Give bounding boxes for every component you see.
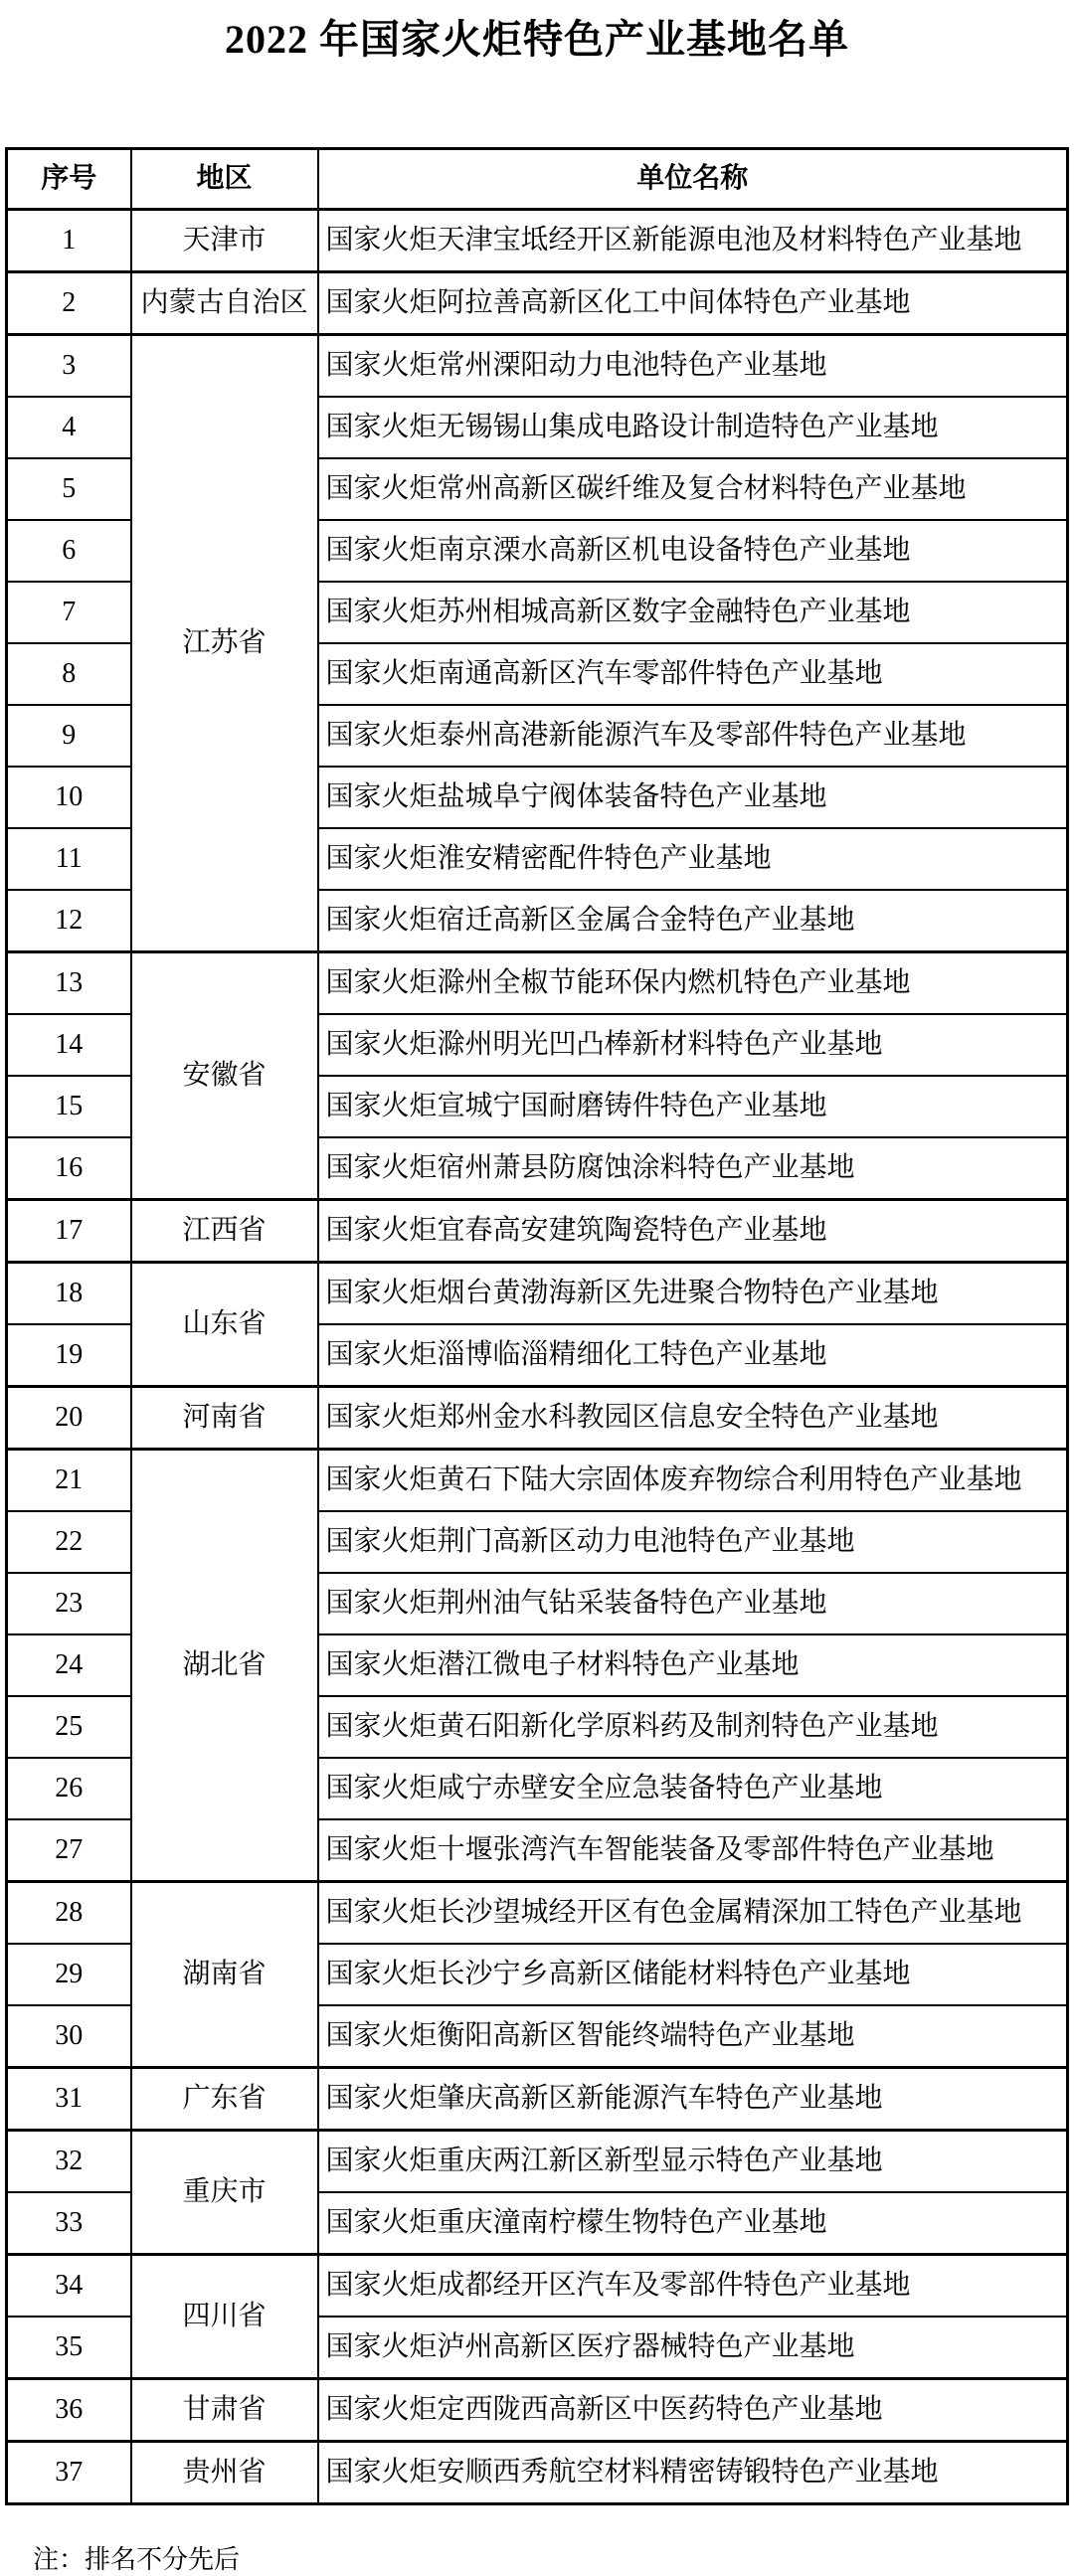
col-header-index: 序号 (7, 149, 131, 210)
base-name-cell: 国家火炬泸州高新区医疗器械特色产业基地 (318, 2317, 1068, 2379)
row-number-cell: 5 (7, 458, 131, 520)
base-name-cell: 国家火炬荆州油气钻采装备特色产业基地 (318, 1573, 1068, 1634)
col-header-name: 单位名称 (318, 149, 1068, 210)
row-number-cell: 29 (7, 1944, 131, 2005)
region-cell: 湖南省 (131, 1882, 318, 2068)
footnote: 注：排名不分先后 (33, 2545, 241, 2574)
region-cell: 江苏省 (131, 335, 318, 952)
base-name-cell: 国家火炬滁州明光凹凸棒新材料特色产业基地 (318, 1014, 1068, 1076)
row-number-cell: 31 (7, 2068, 131, 2131)
row-number-cell: 16 (7, 1137, 131, 1200)
base-name-cell: 国家火炬烟台黄渤海新区先进聚合物特色产业基地 (318, 1263, 1068, 1325)
base-name-cell: 国家火炬荆门高新区动力电池特色产业基地 (318, 1511, 1068, 1573)
base-name-cell: 国家火炬黄石阳新化学原料药及制剂特色产业基地 (318, 1696, 1068, 1758)
base-name-cell: 国家火炬黄石下陆大宗固体废弃物综合利用特色产业基地 (318, 1450, 1068, 1512)
table-row (7, 2068, 1068, 2131)
table-row (7, 1882, 1068, 1945)
row-number-cell: 4 (7, 397, 131, 458)
row-number-cell: 30 (7, 2005, 131, 2068)
row-number-cell: 32 (7, 2131, 131, 2193)
row-number-cell: 24 (7, 1634, 131, 1696)
region-cell: 四川省 (131, 2255, 318, 2379)
region-cell: 重庆市 (131, 2131, 318, 2255)
base-name-cell: 国家火炬肇庆高新区新能源汽车特色产业基地 (318, 2068, 1068, 2131)
base-name-cell: 国家火炬安顺西秀航空材料精密铸锻特色产业基地 (318, 2442, 1068, 2504)
row-number-cell: 8 (7, 643, 131, 705)
row-number-cell: 10 (7, 767, 131, 828)
row-number-cell: 11 (7, 828, 131, 890)
row-number-cell: 35 (7, 2317, 131, 2379)
row-number-cell: 2 (7, 272, 131, 335)
region-cell: 贵州省 (131, 2442, 318, 2504)
row-number-cell: 3 (7, 335, 131, 398)
base-name-cell: 国家火炬滁州全椒节能环保内燃机特色产业基地 (318, 952, 1068, 1015)
row-number-cell: 18 (7, 1263, 131, 1325)
base-name-cell: 国家火炬常州溧阳动力电池特色产业基地 (318, 335, 1068, 398)
row-number-cell: 17 (7, 1200, 131, 1263)
row-number-cell: 33 (7, 2192, 131, 2255)
row-number-cell: 7 (7, 582, 131, 643)
region-cell: 天津市 (131, 210, 318, 272)
region-cell: 山东省 (131, 1263, 318, 1387)
table-row (7, 272, 1068, 335)
page-title: 2022 年国家火炬特色产业基地名单 (225, 17, 849, 62)
table-row (7, 210, 1068, 272)
base-name-cell: 国家火炬淄博临淄精细化工特色产业基地 (318, 1324, 1068, 1387)
region-cell: 安徽省 (131, 952, 318, 1200)
base-name-cell: 国家火炬南京溧水高新区机电设备特色产业基地 (318, 520, 1068, 582)
table-row (7, 335, 1068, 398)
row-number-cell: 34 (7, 2255, 131, 2318)
base-name-cell: 国家火炬成都经开区汽车及零部件特色产业基地 (318, 2255, 1068, 2318)
region-cell: 湖北省 (131, 1450, 318, 1882)
base-name-cell: 国家火炬定西陇西高新区中医药特色产业基地 (318, 2379, 1068, 2442)
base-name-cell: 国家火炬天津宝坻经开区新能源电池及材料特色产业基地 (318, 210, 1068, 272)
base-name-cell: 国家火炬宿迁高新区金属合金特色产业基地 (318, 890, 1068, 952)
base-name-cell: 国家火炬常州高新区碳纤维及复合材料特色产业基地 (318, 458, 1068, 520)
row-number-cell: 36 (7, 2379, 131, 2442)
region-cell: 内蒙古自治区 (131, 272, 318, 335)
base-name-cell: 国家火炬重庆潼南柠檬生物特色产业基地 (318, 2192, 1068, 2255)
base-name-cell: 国家火炬泰州高港新能源汽车及零部件特色产业基地 (318, 705, 1068, 767)
base-name-cell: 国家火炬衡阳高新区智能终端特色产业基地 (318, 2005, 1068, 2068)
base-name-cell: 国家火炬宿州萧县防腐蚀涂料特色产业基地 (318, 1137, 1068, 1200)
table-row (7, 1263, 1068, 1325)
region-cell: 河南省 (131, 1387, 318, 1450)
base-name-cell: 国家火炬长沙望城经开区有色金属精深加工特色产业基地 (318, 1882, 1068, 1945)
col-header-region: 地区 (131, 149, 318, 210)
table-row (7, 1450, 1068, 1512)
base-name-cell: 国家火炬阿拉善高新区化工中间体特色产业基地 (318, 272, 1068, 335)
region-cell: 甘肃省 (131, 2379, 318, 2442)
table-body (7, 210, 1068, 2504)
region-cell: 江西省 (131, 1200, 318, 1263)
row-number-cell: 37 (7, 2442, 131, 2504)
row-number-cell: 9 (7, 705, 131, 767)
base-name-cell: 国家火炬宜春高安建筑陶瓷特色产业基地 (318, 1200, 1068, 1263)
table-row (7, 2442, 1068, 2504)
row-number-cell: 1 (7, 210, 131, 272)
table-row (7, 952, 1068, 1015)
table-row (7, 2131, 1068, 2193)
row-number-cell: 22 (7, 1511, 131, 1573)
base-name-cell: 国家火炬无锡锡山集成电路设计制造特色产业基地 (318, 397, 1068, 458)
row-number-cell: 21 (7, 1450, 131, 1512)
base-name-cell: 国家火炬淮安精密配件特色产业基地 (318, 828, 1068, 890)
base-name-cell: 国家火炬郑州金水科教园区信息安全特色产业基地 (318, 1387, 1068, 1450)
row-number-cell: 28 (7, 1882, 131, 1945)
row-number-cell: 23 (7, 1573, 131, 1634)
row-number-cell: 19 (7, 1324, 131, 1387)
base-name-cell: 国家火炬重庆两江新区新型显示特色产业基地 (318, 2131, 1068, 2193)
row-number-cell: 15 (7, 1076, 131, 1137)
table-row (7, 1200, 1068, 1263)
table-header (7, 149, 1068, 210)
row-number-cell: 20 (7, 1387, 131, 1450)
row-number-cell: 27 (7, 1819, 131, 1882)
row-number-cell: 6 (7, 520, 131, 582)
row-number-cell: 26 (7, 1758, 131, 1819)
row-number-cell: 12 (7, 890, 131, 952)
region-cell: 广东省 (131, 2068, 318, 2131)
table-row (7, 2379, 1068, 2442)
base-name-cell: 国家火炬十堰张湾汽车智能装备及零部件特色产业基地 (318, 1819, 1068, 1882)
base-name-cell: 国家火炬苏州相城高新区数字金融特色产业基地 (318, 582, 1068, 643)
table-row (7, 2255, 1068, 2318)
base-name-cell: 国家火炬盐城阜宁阀体装备特色产业基地 (318, 767, 1068, 828)
table-row (7, 1387, 1068, 1450)
base-name-cell: 国家火炬潜江微电子材料特色产业基地 (318, 1634, 1068, 1696)
base-name-cell: 国家火炬咸宁赤壁安全应急装备特色产业基地 (318, 1758, 1068, 1819)
row-number-cell: 25 (7, 1696, 131, 1758)
base-name-cell: 国家火炬宣城宁国耐磨铸件特色产业基地 (318, 1076, 1068, 1137)
row-number-cell: 13 (7, 952, 131, 1015)
row-number-cell: 14 (7, 1014, 131, 1076)
base-name-cell: 国家火炬南通高新区汽车零部件特色产业基地 (318, 643, 1068, 705)
base-list-table (5, 147, 1069, 2505)
base-name-cell: 国家火炬长沙宁乡高新区储能材料特色产业基地 (318, 1944, 1068, 2005)
header-row (7, 149, 1068, 210)
